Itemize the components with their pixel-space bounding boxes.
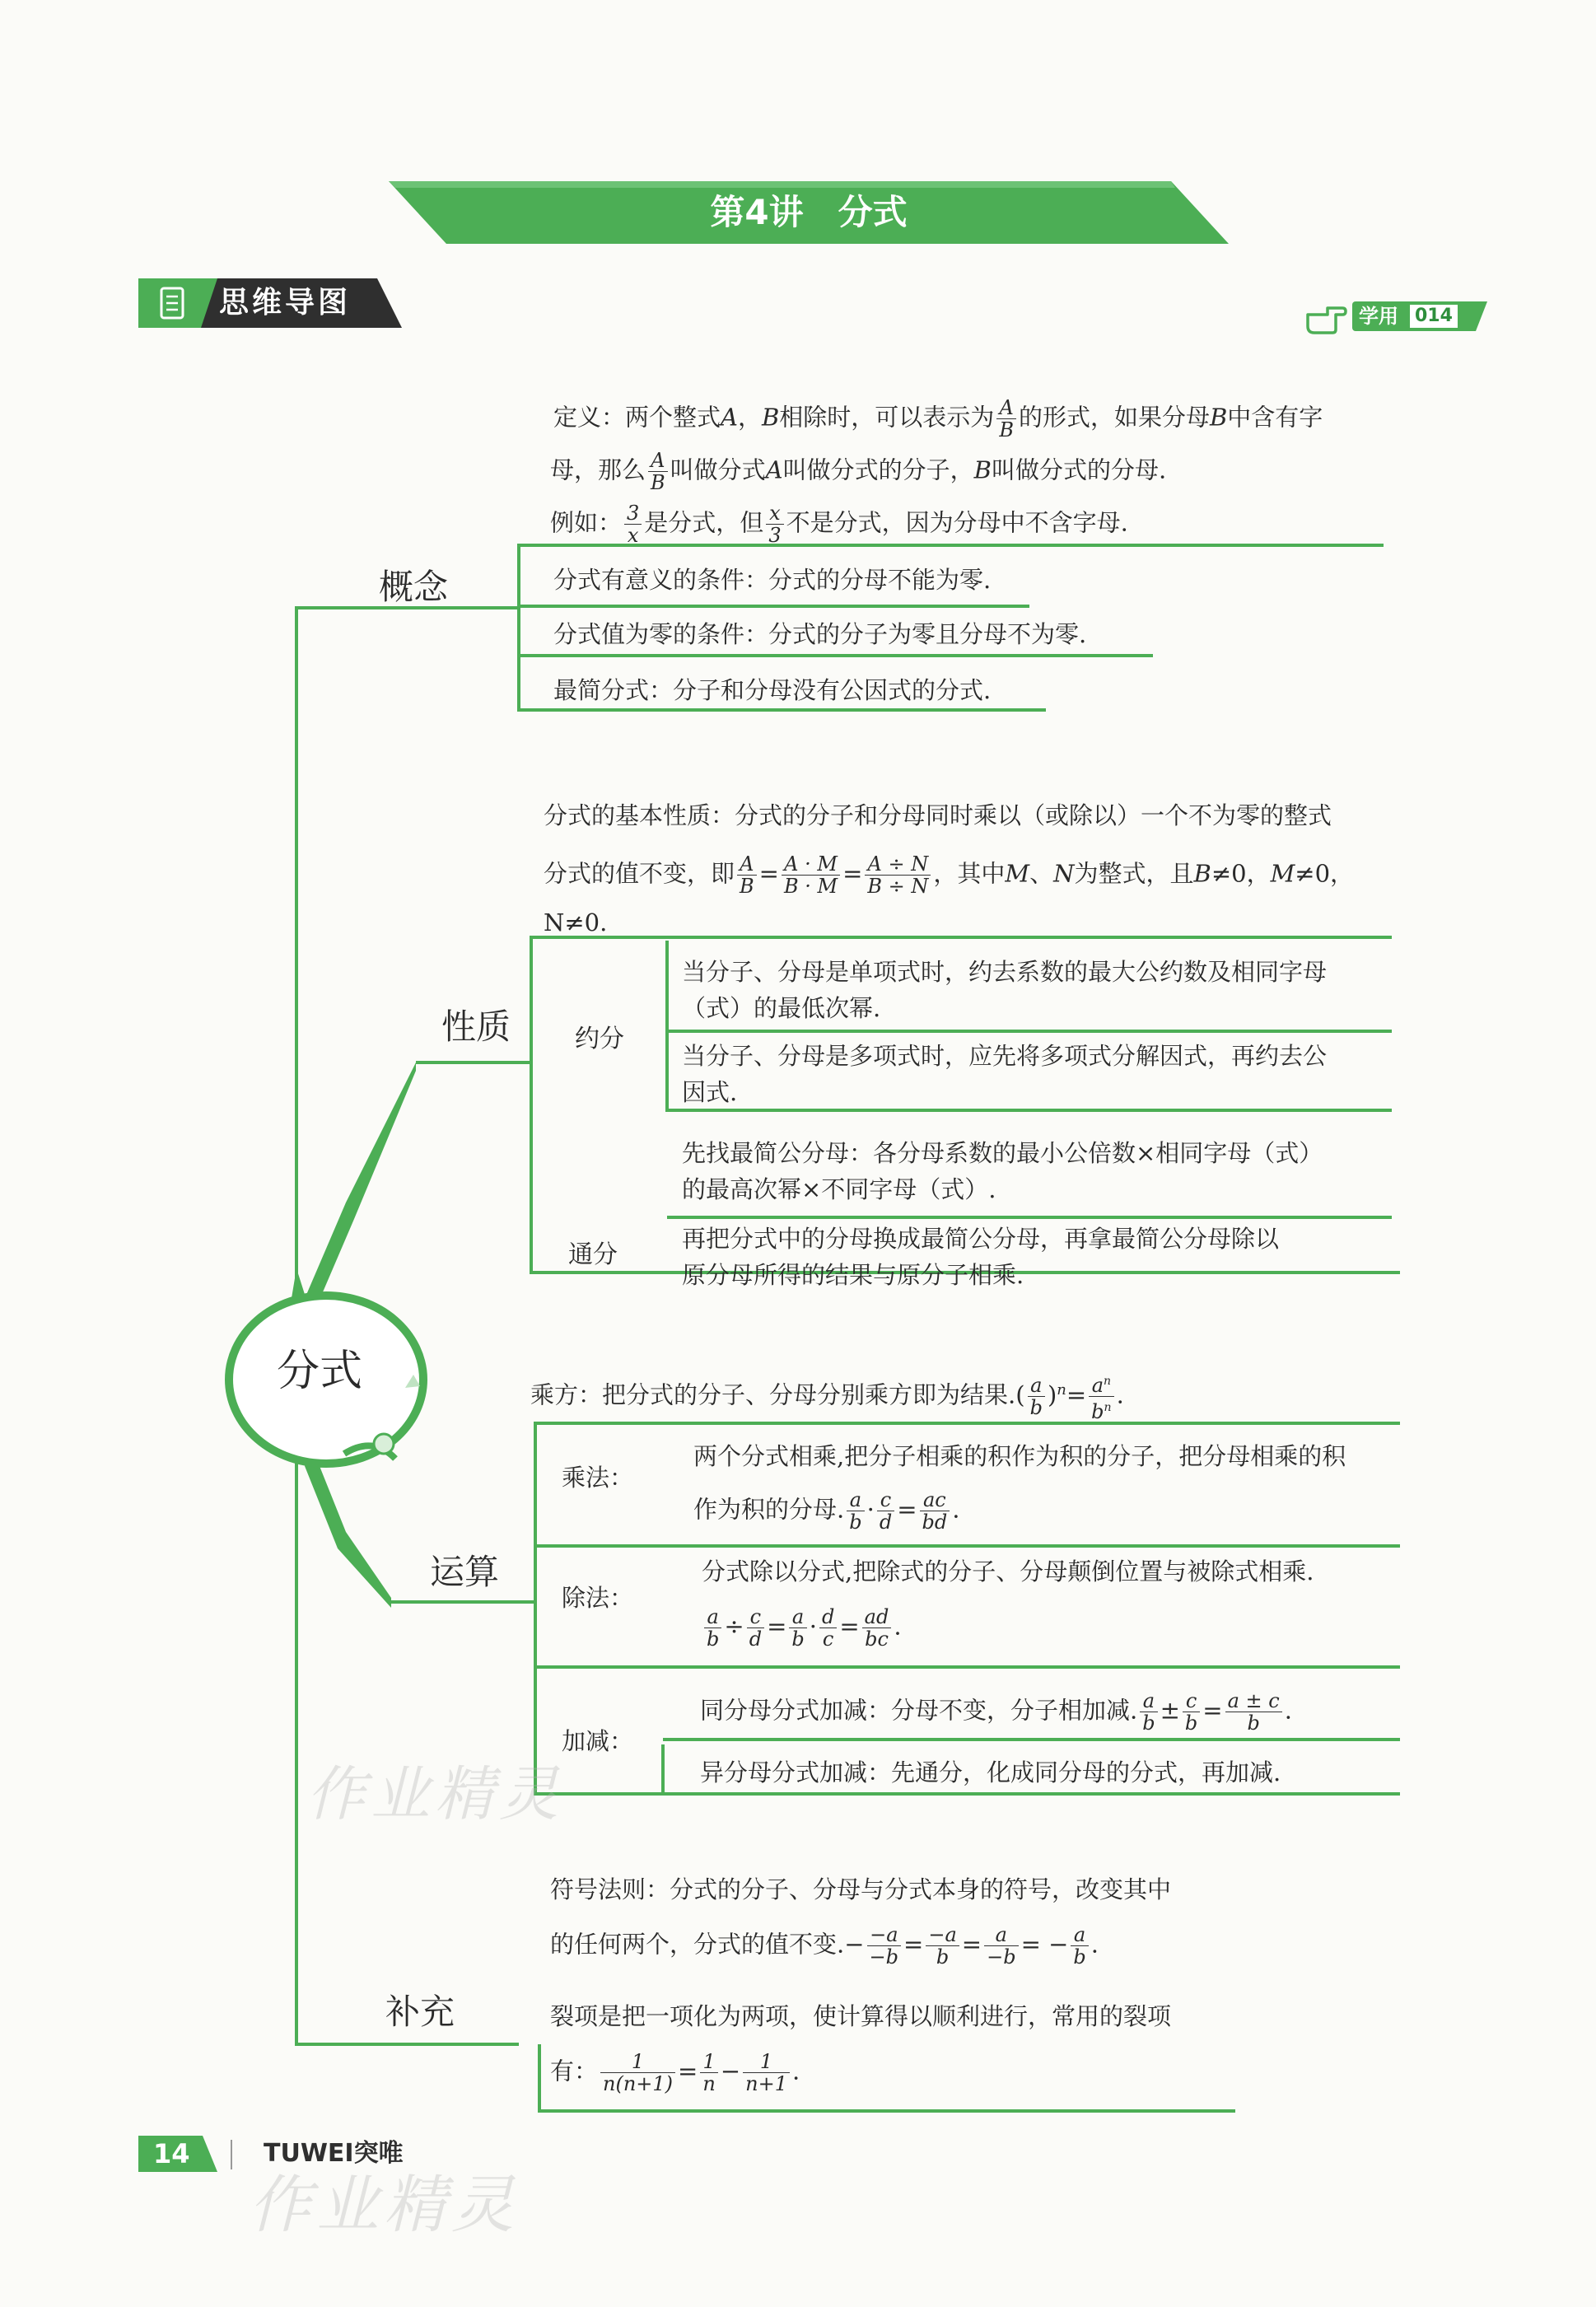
fraction-a-b-sign: $\frac{a}{b}$ [1071,1924,1088,1968]
xingzhi-basic-line2: 分式的值不变，即 $\frac{A}{B}$ = $\frac{A \cdot M}{B \cdot M}$ = $\frac{A \div N}{B \div N}$ ，其中M、N为整式，且B≠0，M≠0， [544,852,1355,898]
fraction-am-bm: $\frac{A \cdot M}{B \cdot M}$ [782,853,840,897]
gainian-definition-line1: 定义：两个整式A，B相除时，可以表示为 $\frac{A}{B}$ 的形式，如果分母B中含有字 [553,396,1323,441]
def-text-d: 的形式，如果分母 [1018,403,1210,432]
fraction-ac-bd: $\frac{ac}{bd}$ [920,1489,950,1533]
example-text-b: 是分式，但 [644,508,764,537]
chufa-line2: $\frac{a}{b}$ ÷ $\frac{c}{d}$ = $\frac{a}{b}$ · $\frac{d}{c}$ = $\frac{ad}{bc}$ . [702,1606,902,1650]
liexiang-line1: 裂项是把一项化为两项，使计算得以顺利进行，常用的裂项 [550,2002,1172,2030]
fraction-apmc-b: $\frac{a \pm c}{b}$ [1225,1690,1282,1734]
def-text-a: 定义：两个整式 [553,403,721,432]
liexiang-line2-text: 有： [550,2057,599,2085]
tongfen-item-2a: 再把分式中的分母换成最简公分母，再拿最简公分母除以 [682,1225,1280,1253]
basic-text-a: 分式的值不变，即 [544,859,735,888]
fraction-x-over-3: $\frac{x}{3}$ [766,502,783,546]
fraction-neg-a-b: $\frac{-a}{b}$ [926,1924,959,1968]
def-text-f: 母，那么 [550,455,646,484]
fraction-a-b-div: $\frac{a}{b}$ [704,1606,721,1650]
jiajian-line1-text: 同分母分式加减：分母不变，分子相加减. [700,1696,1138,1725]
fraction-a-neg-b: $\frac{a}{-b}$ [984,1924,1018,1968]
fraction-1-n1: $\frac{1}{n+1}$ [743,2051,790,2095]
def-text-g: 叫做分式 [670,455,766,484]
page-number: 14 [153,2138,190,2169]
tongfen-item-2b: 原分母所得的结果与原分子相乘. [682,1261,1024,1289]
fraction-c-d-div: $\frac{c}{d}$ [747,1606,764,1650]
gainian-item-1: 分式有意义的条件：分式的分母不能为零. [553,566,992,594]
jiajian-line2: 异分母分式加减：先通分，化成同分母的分式，再加减. [700,1758,1281,1786]
fraction-a-b-mul: $\frac{a}{b}$ [847,1489,864,1533]
branch-xingzhi-label: 性质 [441,1006,511,1047]
yuefen-item-2b: 因式. [682,1078,738,1106]
chapter-title: 第4讲 分式 [710,192,908,232]
yuefen-item-2a: 当分子、分母是多项式时，应先将多项式分解因式，再约去公 [682,1042,1328,1070]
watermark-mid: 作业精灵 [306,1759,564,1828]
yuefen-label: 约分 [575,1025,624,1053]
fraction-a-b-add: $\frac{a}{b}$ [1140,1690,1157,1734]
example-text-c: 不是分式，因为分母中不含字母. [786,508,1128,537]
def-text-c: 相除时，可以表示为 [779,403,995,432]
footer-brand-latin: TUWEI [264,2139,354,2168]
fraction-3-over-x: $\frac{3}{x}$ [624,502,642,546]
footer-brand-cn: 突唯 [353,2139,404,2168]
yuefen-item-1a: 当分子、分母是单项式时，约去系数的最大公约数及相同字母 [682,958,1328,986]
fraction-a-b-div2: $\frac{a}{b}$ [789,1606,806,1650]
fraction-a-over-b: $\frac{A}{B}$ [996,397,1016,441]
basic-text-c: 、 [1029,859,1054,888]
yunsuan-chengfang: 乘方：把分式的分子、分母分别乘方即为结果.( $\frac{a}{b}$ )$^n$= $\frac{a^n}{b^n}$ . [530,1371,1124,1422]
liexiang-line2: 有： $\frac{1}{n(n+1)}$ = $\frac{1}{n}$ − $\frac{1}{n+1}$ . [550,2050,800,2095]
chengfa-line2-text: 作为积的分母. [693,1495,845,1524]
example-text-a: 例如： [550,508,623,537]
jiajian-label: 加减： [562,1727,634,1755]
fraction-ad-bc: $\frac{ad}{bc}$ [862,1606,892,1650]
def-text-i: 叫做分式的分母. [991,455,1167,484]
fraction-a-over-b-2: $\frac{A}{B}$ [648,450,668,493]
gainian-item-3: 最简分式：分子和分母没有公因式的分式. [553,676,992,704]
chengfang-text: 乘方：把分式的分子、分母分别乘方即为结果. [530,1380,1016,1409]
chengfa-line1: 两个分式相乘,把分子相乘的积作为积的分子，把分母相乘的积 [693,1442,1346,1470]
fraction-d-c: $\frac{d}{c}$ [819,1606,837,1650]
fraction-a-b: $\frac{A}{B}$ [737,853,757,897]
watermark-bottom: 作业精灵 [249,2168,519,2241]
tongfen-label: 通分 [568,1240,618,1269]
fraction-neg-a-neg-b: $\frac{-a}{-b}$ [867,1924,901,1968]
jiajian-line1: 同分母分式加减：分母不变，分子相加减. $\frac{a}{b}$ ± $\frac{c}{b}$ = $\frac{a \pm c}{b}$ . [700,1689,1292,1735]
fraction-1-n: $\frac{1}{n}$ [700,2051,717,2095]
chufa-label: 除法： [562,1584,634,1612]
footer [138,2133,468,2174]
fraction-an-bn-power: $\frac{a^n}{b^n}$ [1089,1371,1113,1422]
section-tag-label: 思维导图 [219,286,352,320]
footer-divider [231,2140,232,2169]
yuefen-item-1b: （式）的最低次幂. [682,994,881,1022]
def-text-e: 中含有字 [1227,403,1323,432]
chengfa-label: 乘法： [562,1464,634,1492]
gainian-item-2: 分式值为零的条件：分式的分子为零且分母不为零. [553,620,1087,648]
tongfen-item-1b: 的最高次幂×不同字母（式）. [682,1175,996,1203]
fraction-an-bn: $\frac{A \div N}{B \div N}$ [865,853,931,897]
center-node [221,1289,435,1478]
branch-gainian-label: 概念 [379,567,449,607]
footer-brand [264,2136,404,2172]
fraction-c-b-add: $\frac{c}{b}$ [1183,1690,1200,1734]
gainian-example [550,502,1128,546]
basic-text-b: ，其中 [933,859,1006,888]
fraction-c-d-mul: $\frac{c}{d}$ [877,1489,894,1533]
fuhao-line2: 的任何两个，分式的值不变.− $\frac{-a}{-b}$ = $\frac{-a}{b}$ = $\frac{a}{-b}$ = − $\frac{a}{b}$ . [550,1923,1099,1968]
center-node-label: 分式 [277,1347,363,1396]
tongfen-item-1a: 先找最简公分母：各分母系数的最小公倍数×相同字母（式） [682,1139,1323,1167]
study-badge-code: 014 [1410,305,1458,328]
basic-text-d: 为整式，且 [1074,859,1194,888]
branch-buchong-label: 补充 [385,1992,455,2032]
study-badge-label: 学用 [1359,305,1398,328]
fraction-a-b-power: $\frac{a}{b}$ [1028,1375,1045,1418]
fuhao-line2-text: 的任何两个，分式的值不变. [550,1930,845,1959]
chengfa-line2: 作为积的分母. $\frac{a}{b}$ · $\frac{c}{d}$ = $\frac{ac}{bd}$ . [693,1488,960,1534]
def-text-b: ， [737,403,762,432]
chufa-line1: 分式除以分式,把除式的分子、分母颠倒位置与被除式相乘. [702,1557,1314,1585]
xingzhi-basic-line3: N≠0. [544,908,608,936]
def-text-h: 叫做分式的分子， [782,455,974,484]
fuhao-line1: 符号法则：分式的分子、分母与分式本身的符号，改变其中 [550,1875,1172,1903]
gainian-definition-line2: 母，那么 $\frac{A}{B}$ 叫做分式A叫做分式的分子，B叫做分式的分母. [550,449,1167,494]
xingzhi-basic-line1: 分式的基本性质：分式的分子和分母同时乘以（或除以）一个不为零的整式 [544,801,1332,829]
branch-yunsuan-label: 运算 [430,1552,500,1592]
fraction-1-n-n1: $\frac{1}{n(n+1)}$ [600,2051,675,2095]
